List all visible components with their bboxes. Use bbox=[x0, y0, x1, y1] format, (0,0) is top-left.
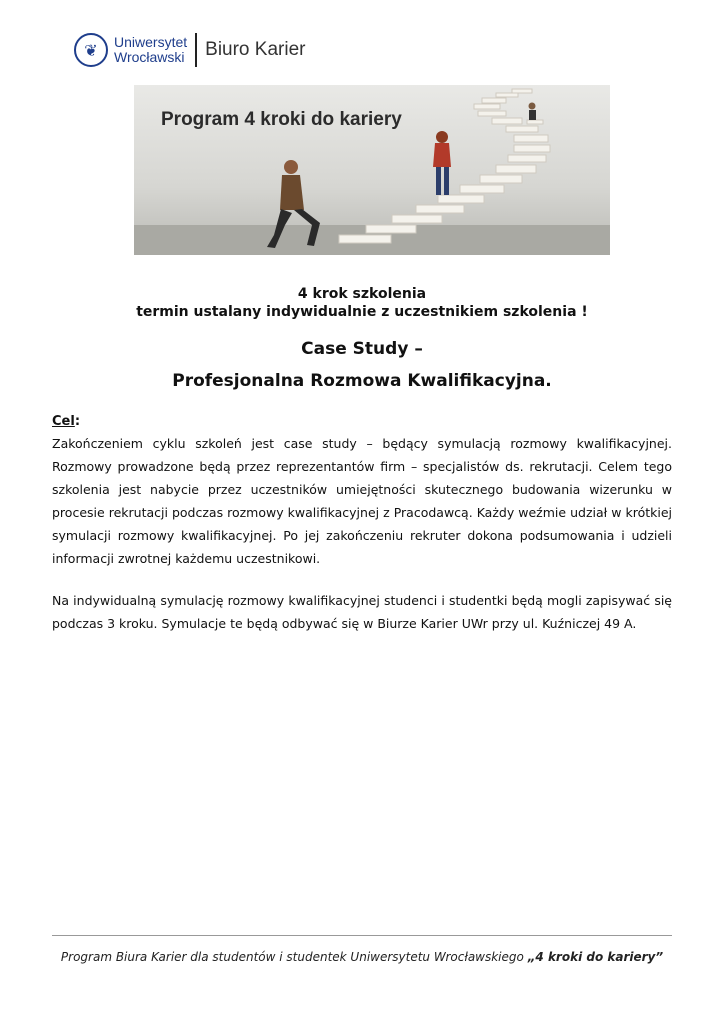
goal-label: Cel: bbox=[52, 414, 81, 429]
signup-paragraph: Na indywidualną symulację rozmowy kwalifikacyjnej studenci i studentki będą mogli zapisywać się podczas 3 kroku. Symulacje te będą odbywać się w Biurze Karier UWr przy ul. Kuźniczej 49 A. bbox=[52, 593, 672, 631]
subtitle-heading: Profesjonalna Rozmowa Kwalifikacyjna. bbox=[172, 371, 552, 391]
case-study-heading: Case Study – bbox=[301, 339, 423, 359]
banner-title: Program 4 kroki do kariery bbox=[161, 109, 402, 130]
eagle-icon: ❦ bbox=[74, 33, 108, 67]
term-heading: termin ustalany indywidualnie z uczestnikiem szkolenia ! bbox=[136, 304, 588, 320]
office-name: Biuro Karier bbox=[205, 39, 306, 60]
header-logo bbox=[74, 30, 305, 70]
step-heading: 4 krok szkolenia bbox=[297, 286, 427, 302]
footer-text: Program Biura Karier dla studentów i studentek Uniwersytetu Wrocławskiego „4 kroki do kariery” bbox=[60, 950, 664, 964]
logo-divider bbox=[195, 33, 197, 67]
goal-paragraph: Zakończeniem cyklu szkoleń jest case study – będący symulacją rozmowy kwalifikacyjnej. Rozmowy prowadzone będą przez reprezentantów firm – specjalistów ds. rekrutacji. Celem tego szkolenia jest nabycie przez uczestników umiejętności skutecznego budowania wizerunku w procesie rekrutacji podczas rozmowy kwalifikacyjnej z Pracodawcą. Każdy weźmie udział w krótkiej symulacji rozmowy kwalifikacyjnej. Po jej zakończeniu rekruter dokona podsumowania i udzieli informacji zwrotnej każdemu uczestnikowi. bbox=[52, 436, 672, 566]
banner-image bbox=[134, 85, 610, 255]
top-person bbox=[529, 103, 537, 121]
university-name: Uniwersytet Wrocławski bbox=[114, 34, 188, 65]
footer-divider bbox=[52, 935, 672, 936]
